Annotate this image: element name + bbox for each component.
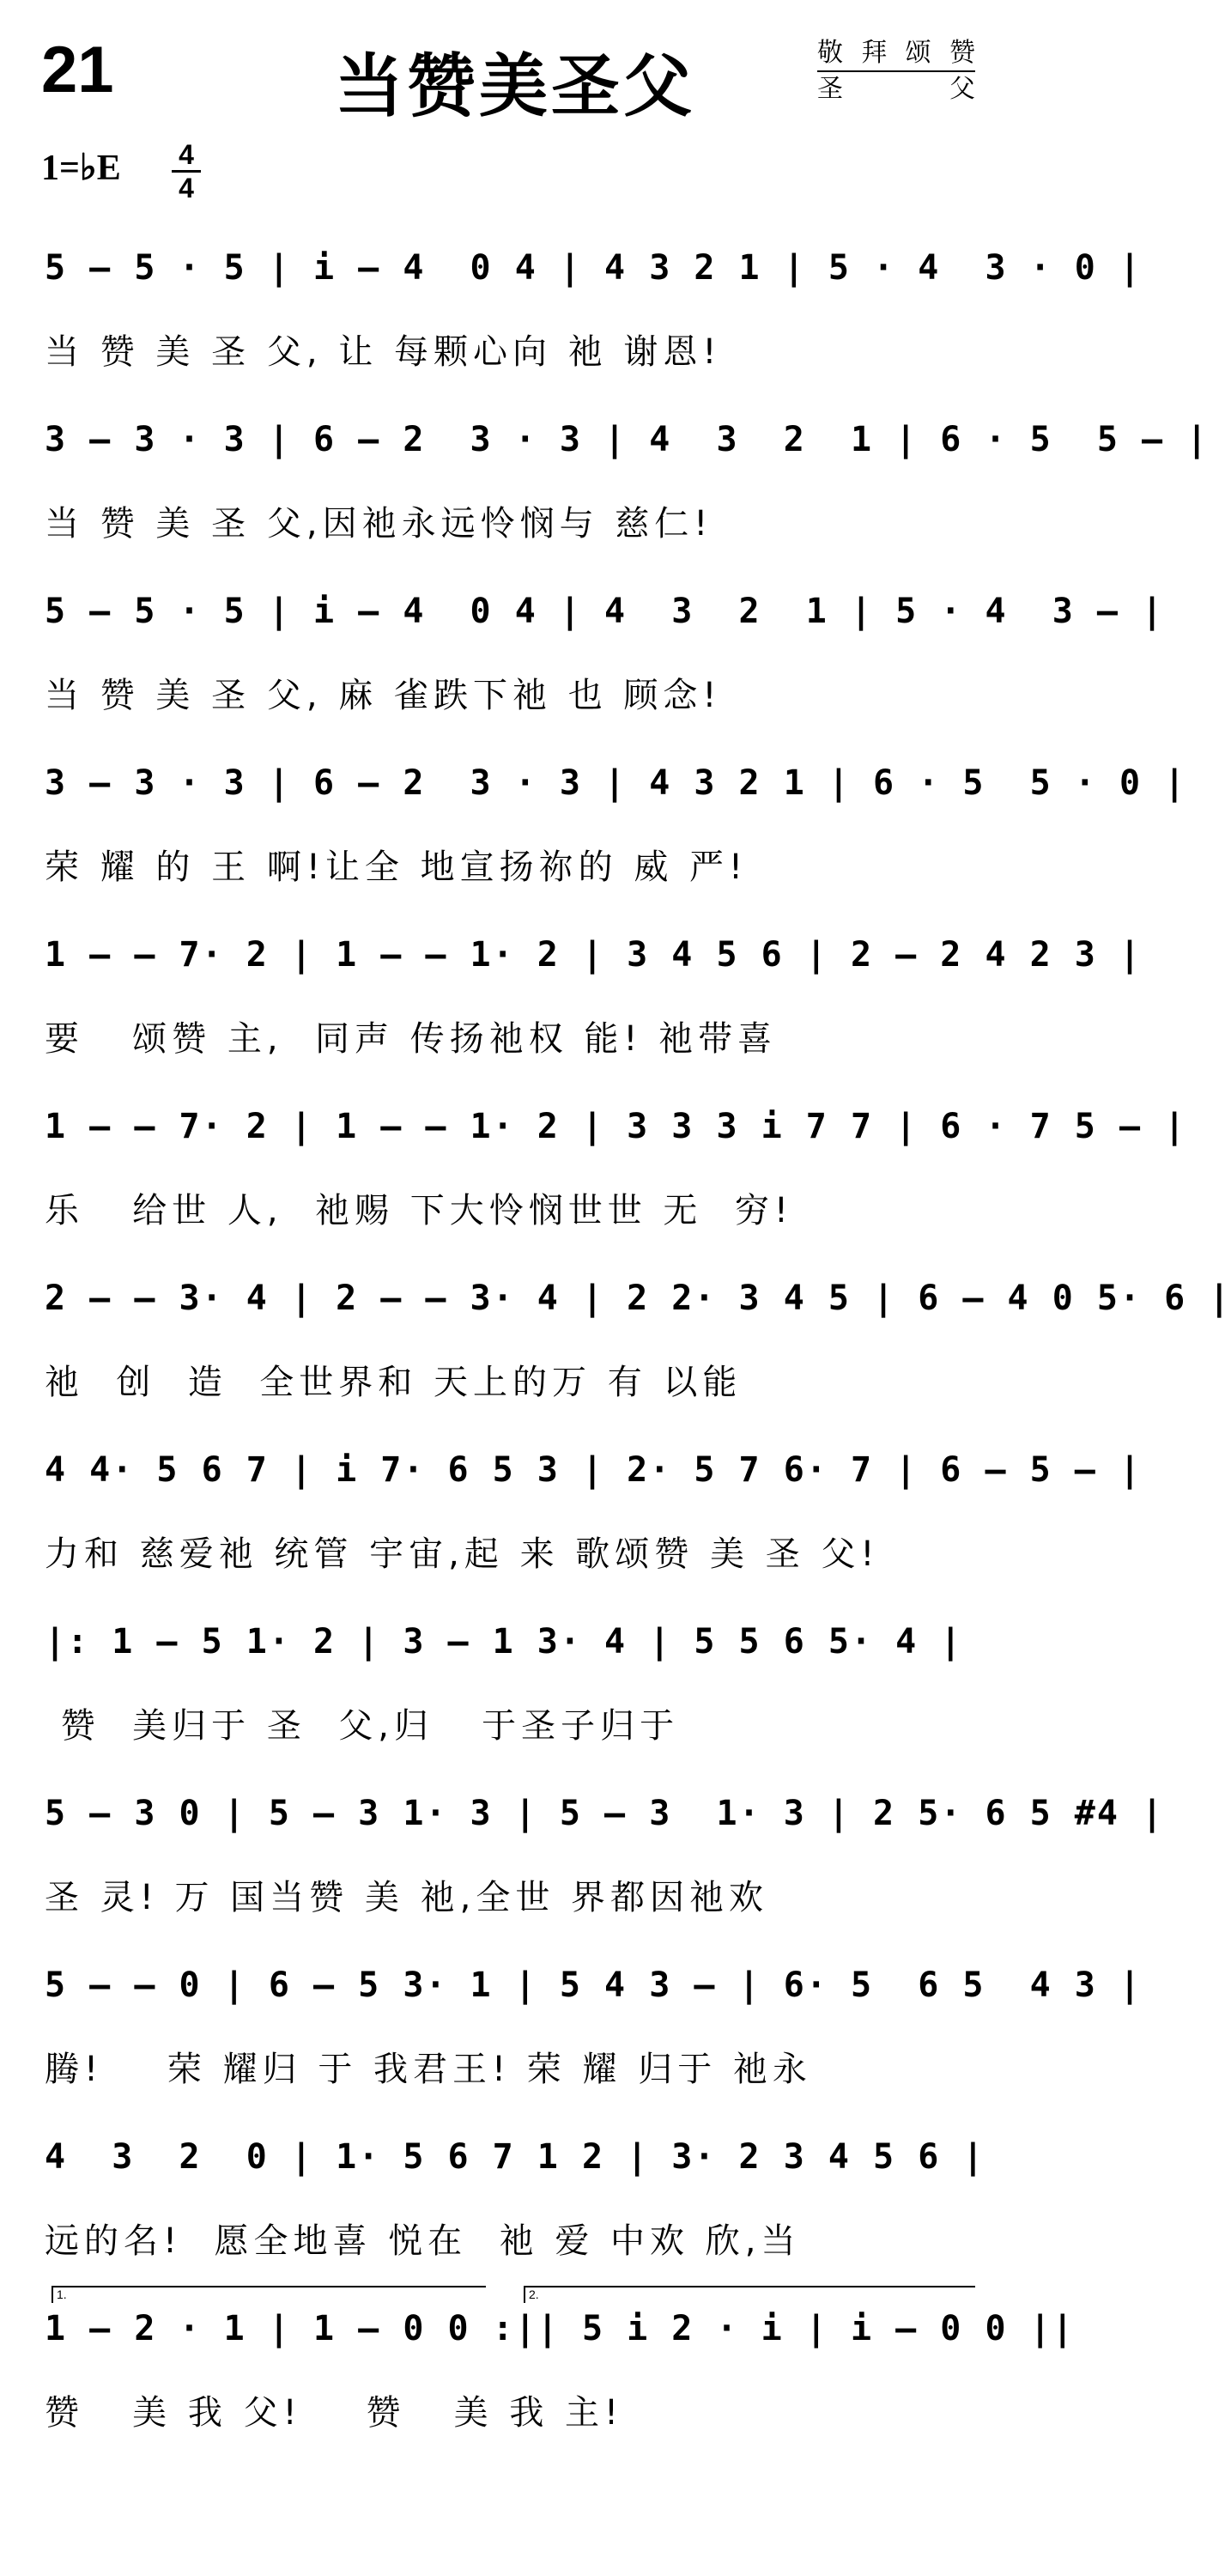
song-title: 当赞美圣父: [335, 46, 695, 126]
lyric-line: 要 颂赞 主, 同声 传扬祂权 能! 祂带喜: [45, 1019, 778, 1059]
system-3: [0, 567, 1165, 738]
song-number: 21: [41, 33, 114, 106]
notation-line: 4 4· 5 6 7 | i 7· 6 5 3 | 2· 5 7 6· 7 | 6 – 5 – |: [45, 1450, 1143, 1490]
category-line-2-left: 圣: [817, 74, 843, 104]
system-13: [0, 2284, 1075, 2456]
category-line-1: 敬拜颂赞: [817, 36, 975, 72]
system-6: [0, 1082, 1187, 1254]
time-signature-bottom: 4: [179, 173, 194, 204]
lyric-line: 乐 给世 人, 祂赐 下大怜悯世世 无 穷!: [45, 1191, 793, 1230]
system-8: [0, 1425, 1143, 1597]
volta-bracket-1: 1.: [52, 2286, 486, 2303]
system-9: [0, 1597, 1030, 1769]
notation-line: 4 3 2 0 | 1· 5 6 7 1 2 | 3· 2 3 4 5 6 |: [45, 2137, 985, 2177]
system-12: [0, 2112, 1030, 2284]
notation-line: 3 – 3 · 3 | 6 – 2 3 · 3 | 4 3 2 1 | 6 · 5 5 – |: [45, 420, 1210, 459]
volta-bracket-2: 2.: [524, 2286, 975, 2303]
notation-line: 5 – 5 · 5 | i – 4 0 4 | 4 3 2 1 | 5 · 4 3 – |: [45, 592, 1165, 631]
notation-line: 5 – 5 · 5 | i – 4 0 4 | 4 3 2 1 | 5 · 4 3 · 0 |: [45, 248, 1143, 288]
song-category: [817, 36, 989, 106]
song-header: [0, 0, 1030, 223]
system-4: [0, 738, 1187, 910]
system-10: [0, 1769, 1165, 1941]
notation-line: 2 – – 3· 4 | 2 – – 3· 4 | 2 2· 3 4 5 | 6 – 4 0 5· 6 |: [45, 1279, 1231, 1318]
time-signature: [172, 141, 201, 202]
lyric-line: 赞 美归于 圣 父,归 于圣子归于: [45, 1706, 680, 1746]
notation-line: 5 – – 0 | 6 – 5 3· 1 | 5 4 3 – | 6· 5 6 5 4 3 |: [45, 1965, 1143, 2005]
notation-line: 1 – – 7· 2 | 1 – – 1· 2 | 3 3 3 i 7 7 | 6 · 7 5 – |: [45, 1107, 1187, 1146]
notation-line: 5 – 3 0 | 5 – 3 1· 3 | 5 – 3 1· 3 | 2 5· 6 5 #4 |: [45, 1794, 1165, 1833]
system-11: [0, 1941, 1143, 2112]
lyric-line: 荣 耀 的 王 啊!让全 地宣扬祢的 威 严!: [45, 848, 749, 887]
time-signature-top: 4: [179, 139, 194, 170]
notation-line: 1 – – 7· 2 | 1 – – 1· 2 | 3 4 5 6 | 2 – 2 4 2 3 |: [45, 935, 1143, 975]
lyric-line: 力和 慈爱祂 统管 宇宙,起 来 歌颂赞 美 圣 父!: [45, 1534, 880, 1574]
notation-line: |: 1 – 5 1· 2 | 3 – 1 3· 4 | 5 5 6 5· 4 |: [45, 1622, 963, 1662]
lyric-line: 腾! 荣 耀归 于 我君王! 荣 耀 归于 祂永: [45, 2050, 812, 2089]
lyric-line: 赞 美 我 父! 赞 美 我 主!: [45, 2393, 624, 2433]
key-signature: 1=♭E: [41, 149, 121, 188]
lyric-line: 当 赞 美 圣 父, 让 每颗心向 祂 谢恩!: [45, 332, 722, 372]
system-2: [0, 395, 1210, 567]
category-line-2-right: 父: [949, 74, 975, 104]
notation-line: 3 – 3 · 3 | 6 – 2 3 · 3 | 4 3 2 1 | 6 · 5 5 · 0 |: [45, 763, 1187, 803]
notation-line: 1 – 2 · 1 | 1 – 0 0 :|| 5 i 2 · i | i – 0 0 ||: [45, 2309, 1075, 2348]
score-systems: [0, 223, 1231, 2456]
lyric-line: 远的名! 愿全地喜 悦在 祂 爱 中欢 欣,当: [45, 2221, 801, 2261]
lyric-line: 圣 灵! 万 国当赞 美 祂,全世 界都因祂欢: [45, 1878, 769, 1917]
system-1: [0, 223, 1143, 395]
category-line-2: [817, 72, 975, 106]
lyric-line: 当 赞 美 圣 父,因祂永远怜悯与 慈仁!: [45, 504, 713, 544]
lyric-line: 当 赞 美 圣 父, 麻 雀跌下祂 也 顾念!: [45, 676, 722, 715]
system-5: [0, 910, 1143, 1082]
lyric-line: 祂 创 造 全世界和 天上的万 有 以能: [45, 1363, 743, 1402]
system-7: [0, 1254, 1231, 1425]
